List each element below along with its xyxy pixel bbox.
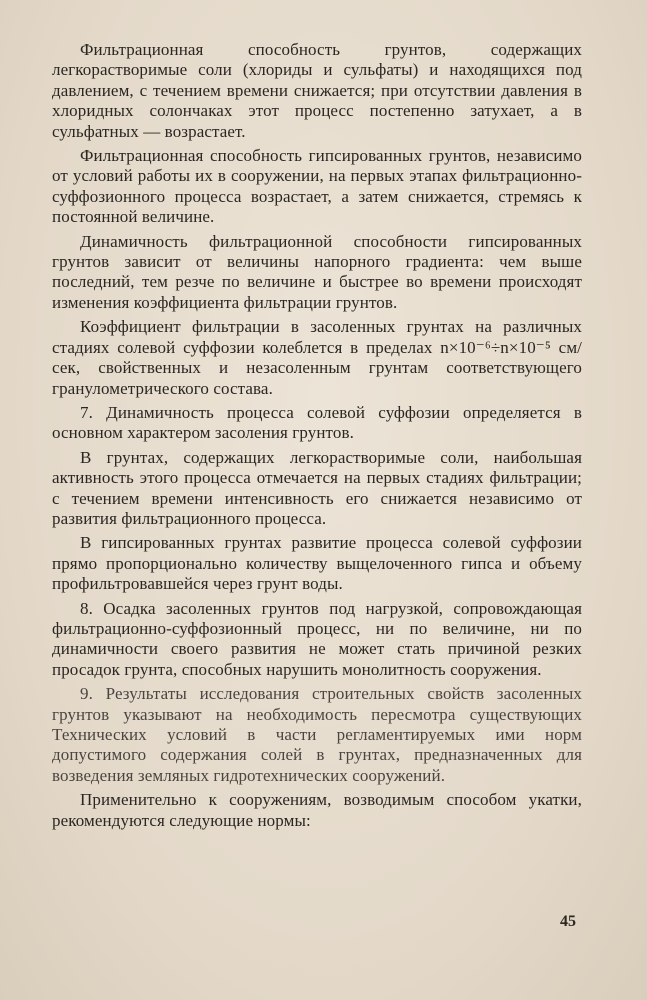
paragraph-5: 7. Динамичность процесса солевой суффозии определяется в основном характером засоления грунтов. <box>52 402 582 443</box>
page-body <box>52 40 582 835</box>
paragraph-7: В гипсированных грунтах развитие процесса солевой суффозии прямо пропорционально количеству выщелоченного гипса и объему профильтровавшейся через грунт воды. <box>52 533 582 594</box>
paragraph-10: Применительно к сооружениям, возводимым способом укатки, рекомендуются следующие нормы: <box>52 790 582 830</box>
paragraph-2: Фильтрационная способность гипсированных грунтов, независимо от условий работы их в сооружении, на первых этапах фильтрационно-суффозионного процесса возрастает, а затем снижается, стремясь к постоянной величине. <box>52 146 582 227</box>
paragraph-1: Фильтрационная способность грунтов, содержащих легкорастворимые соли (хлориды и сульфаты) и находящихся под давлением, с течением времени снижается; при отсутствии давления в хлоридных солончаках этот процесс постепенно затухает, а в сульфатных — возрастает. <box>52 40 582 141</box>
paragraph-4: Коэффициент фильтрации в засоленных грунтах на различных стадиях солевой суффозии колеблется в пределах n×10⁻⁶÷n×10⁻⁵ см/сек, свойственных и незасоленным грунтам соответствующего гранулометрического состава. <box>52 317 582 398</box>
paragraph-9: 9. Результаты исследования строительных свойств засоленных грунтов указывают на необходимость пересмотра существующих Технических условий в части регламентируемых ими норм допустимого содержания солей в грунтах, предназначенных для возведения земляных гидротехнических сооружений. <box>52 684 582 785</box>
paragraph-3: Динамичность фильтрационной способности гипсированных грунтов зависит от величины напорного градиента: чем выше последний, тем резче по величине и быстрее во времени происходят изменения коэффициента фильтрации грунтов. <box>52 231 582 312</box>
page-number: 45 <box>560 913 576 930</box>
paragraph-6: В грунтах, содержащих легкорастворимые соли, наибольшая активность этого процесса отмечается на первых стадиях фильтрации; с течением времени интенсивность его снижается независимо от развития фильтрационного процесса. <box>52 447 582 528</box>
paragraph-8: 8. Осадка засоленных грунтов под нагрузкой, сопровождающая фильтрационно-суффозионный процесс, ни по величине, ни по динамичности своего развития не может стать причиной резких просадок грунта, способных нарушить монолитность сооружения. <box>52 598 582 679</box>
